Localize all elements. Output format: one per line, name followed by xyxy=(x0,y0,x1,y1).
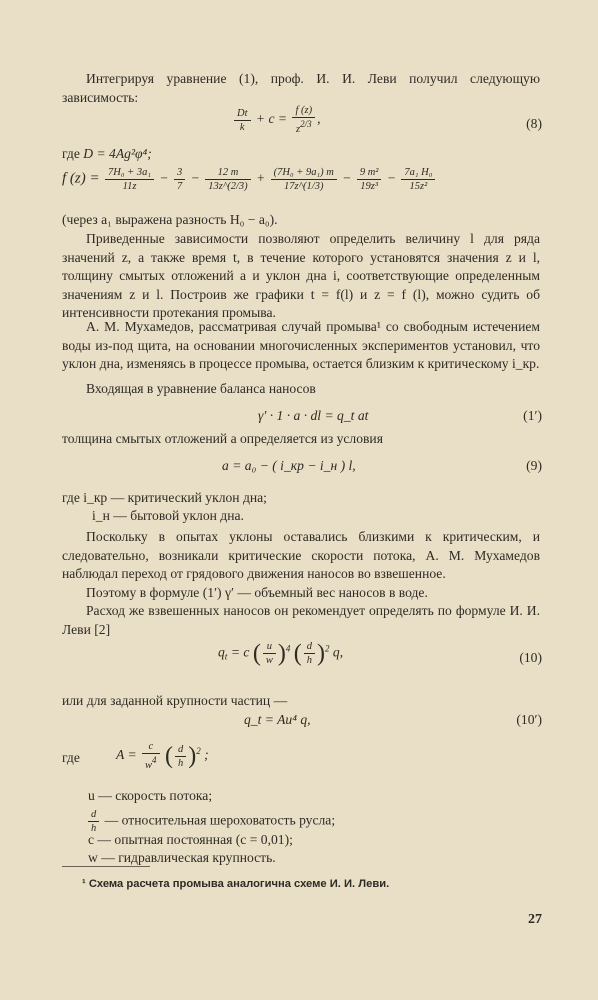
definition-d-h-text: — относительная шероховатость русла; xyxy=(104,812,336,828)
where-D-expression: D = 4Ag²φ⁴; xyxy=(83,146,152,161)
f-term-2-num: 3 xyxy=(174,166,185,180)
f-term-1-num: 7H₀ + 3a₁ xyxy=(105,166,154,180)
paragraph-dependencies: Приведенные зависимости позволяют определить величину l для ряда значений z, а также время t, в течение которого установятся значения z и l, толщину смытых отложений a и уклон дна i, соответствующие определенным значениям z и l. Построив же графики t = f(l) и z = f (l), можно судить об интенсивности протекания промыва. xyxy=(62,231,540,321)
definition-i-n: i_н — бытовой уклон дна. xyxy=(92,508,244,523)
f-term-1-den: 11z xyxy=(122,181,137,192)
through-a1-note: (через a₁ выражена разность H₀ − a₀). xyxy=(62,212,278,227)
equation-10-number: (10) xyxy=(519,650,542,665)
definition-w: w — гидравлическая крупность. xyxy=(88,850,276,865)
footnote: ¹ Схема расчета промыва аналогична схеме И. И. Леви. xyxy=(82,878,390,890)
equation-f-z: f (z) = $\frac{\text{7H₀ + 3a₁}}{11z}$ − $\frac{3}{7}$ − $\frac{12 m}{13z\^{}(2/3)}$ + $\frac{\text{(7H₀ + 9a₁) m}}{17z\^{}(1/3)}$ − $\frac{\text{9 m²}}{\text{19z³}}$ − $\frac{\text{7a₁ H₀}}{\text{15z²}}$ xyxy=(62,166,437,193)
paragraph-intro: Интегрируя уравнение (1), проф. И. И. Леви получил следующую зависимость: xyxy=(62,71,540,105)
equation-9: a = a₀ − ( i_кр − i_н ) l, xyxy=(222,458,356,473)
definition-d-h: $\frac{d}{h}$ — относительная шероховатость русла; xyxy=(86,808,335,835)
paragraph-formula-1: Поэтому в формуле (1′) γ′ — объемный вес наносов в воде. xyxy=(86,585,428,600)
paragraph-thickness: толщина смытых отложений a определяется из условия xyxy=(62,431,383,446)
where-A-label: где xyxy=(62,750,80,765)
equation-1-prime: γ′ · 1 · a · dl = q_t at xyxy=(258,408,369,423)
page-number: 27 xyxy=(528,912,542,927)
f-term-2-den: 7 xyxy=(177,181,183,192)
paragraph-particles: или для заданной крупности частиц — xyxy=(62,693,288,708)
definition-c: c — опытная постоянная (c = 0,01); xyxy=(88,832,293,847)
equation-9-number: (9) xyxy=(526,458,542,473)
definition-u: u — скорость потока; xyxy=(88,788,213,803)
footnote-rule xyxy=(62,866,150,867)
f-term-3-num: 12 m xyxy=(205,166,250,180)
f-term-4-den: 17z^(1/3) xyxy=(284,181,324,192)
equation-8-number: (8) xyxy=(526,116,542,131)
paragraph-mukhamedov: А. М. Мухамедов, рассматривая случай промыва¹ со свободным истечением воды из-под щита, на основании многочисленных экспериментов установил, что уклон дна, изменяясь в процессе промыва, остается близким к критическому i_кр. xyxy=(62,319,540,372)
equation-1-prime-number: (1′) xyxy=(523,408,542,423)
f-term-6-den: 15z² xyxy=(409,181,428,192)
f-term-6-num: 7a₁ H₀ xyxy=(401,166,435,180)
f-term-5-num: 9 m² xyxy=(357,166,382,180)
equation-10: $q_t = c$ ( $\frac{u}{w}$ )$^4$ ( $\frac{d}{h}$ )$^2$ q, xyxy=(218,640,344,667)
equation-10-prime: q_t = Au⁴ q, xyxy=(244,712,311,727)
definition-i-kr: где i_кр — критический уклон дна; xyxy=(62,490,267,505)
where-D xyxy=(62,146,152,162)
f-term-3-den: 13z^(2/3) xyxy=(208,181,248,192)
f-z-prefix: f (z) = xyxy=(62,170,100,187)
f-term-5-den: 19z³ xyxy=(360,181,378,192)
paragraph-balance: Входящая в уравнение баланса наносов xyxy=(86,381,316,396)
equation-8: $\frac{Dt}{k}$ + c = $\frac{f (z)}{z2/3}$ , xyxy=(232,104,321,136)
equation-10-prime-number: (10′) xyxy=(516,712,542,727)
paragraph-levi: Расход же взвешенных наносов он рекомендует определять по формуле И. И. Леви [2] xyxy=(62,603,540,637)
where-D-label: где xyxy=(62,146,80,161)
equation-A: A = $\frac{c}{w4}$ ( $\frac{d}{h}$ )$^2$ ; xyxy=(116,741,209,771)
f-term-4-num: (7H₀ + 9a₁) m xyxy=(271,166,337,180)
paragraph-critical: Поскольку в опытах уклоны оставались близкими к критическим, и следовательно, возникали критические скорости потока, А. М. Мухамедов наблюдал переход от грядового движения наносов во взвешенное. xyxy=(62,529,540,582)
